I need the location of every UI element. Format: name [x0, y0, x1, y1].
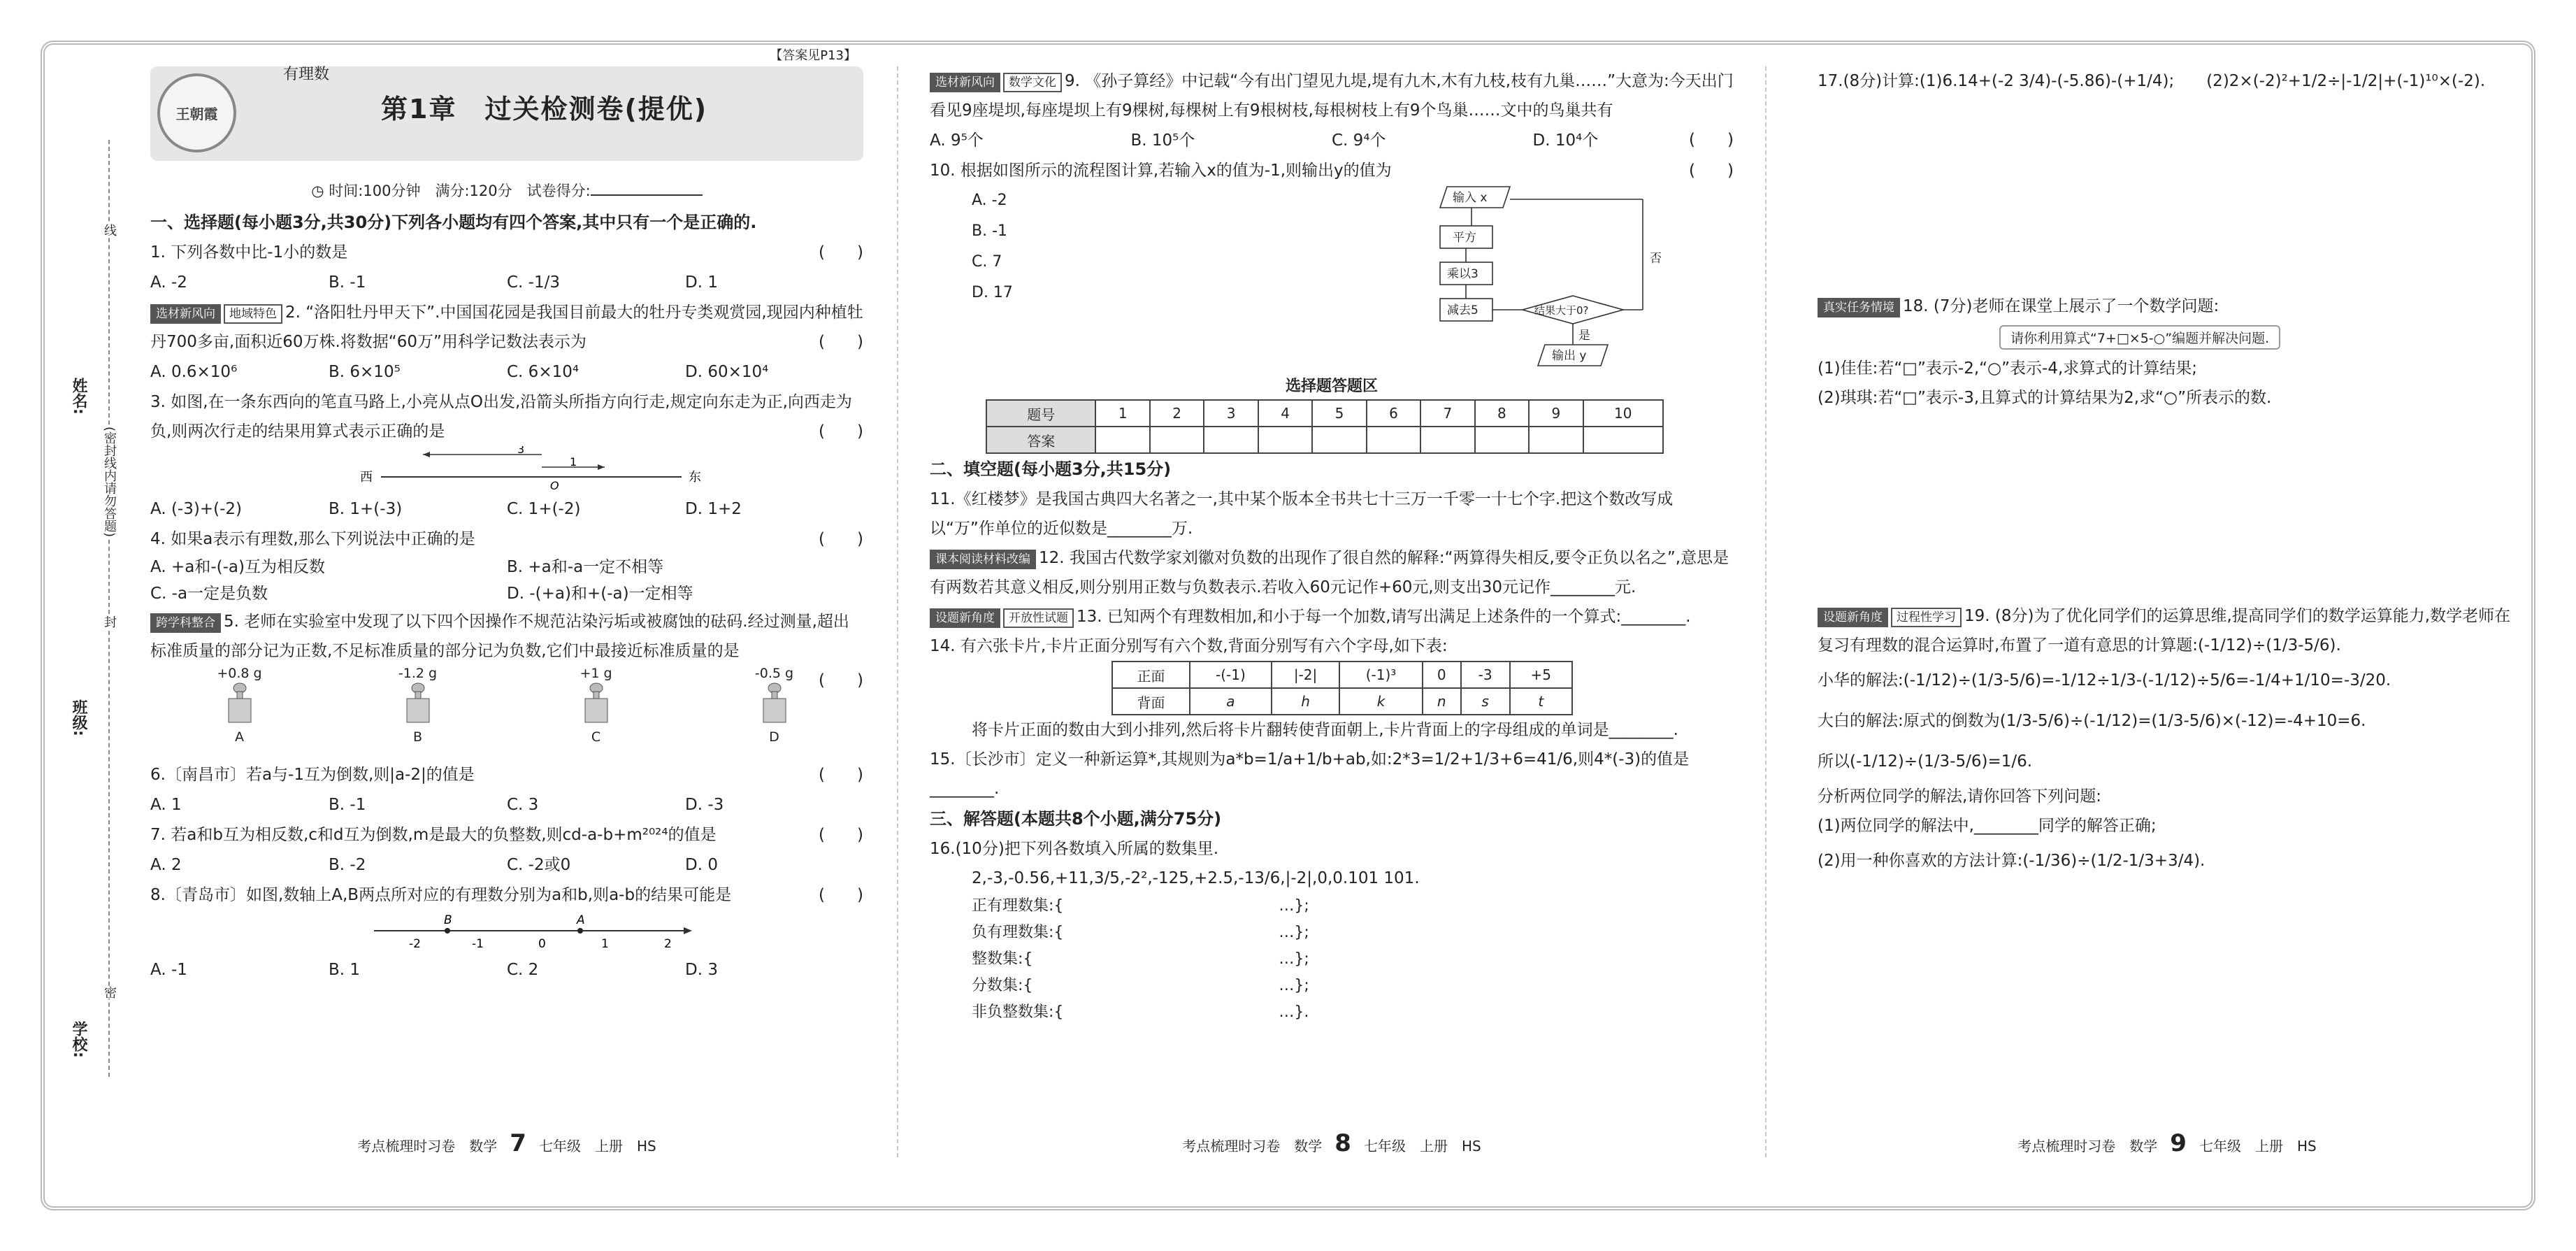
brand-logo	[157, 73, 236, 152]
card-back-value: h	[1272, 688, 1340, 715]
option[interactable]: D. 1+2	[685, 500, 742, 518]
page-divider	[1765, 66, 1766, 1157]
option[interactable]: D. 3	[685, 961, 718, 979]
point-a-label: A	[577, 913, 585, 927]
question-18	[1818, 292, 2517, 321]
option[interactable]: B. +a和-a一定不相等	[507, 558, 664, 576]
q18-box: 请你利用算式“7+□×5-○”编题并解决问题.	[1999, 325, 2280, 350]
tag: 课本阅读材料改编	[930, 550, 1036, 569]
tag: 开放性试题	[1003, 608, 1074, 628]
card-back-value: a	[1190, 688, 1272, 715]
option[interactable]: C. 3	[507, 796, 539, 814]
question-3	[150, 387, 863, 446]
weight-icon	[761, 681, 789, 726]
option[interactable]: D. -3	[685, 796, 724, 814]
q8-text: 8.〔青岛市〕如图,数轴上A,B两点所对应的有理数分别为a和b,则a-b的结果可能是	[150, 886, 732, 904]
flow-output: 输出 y	[1552, 349, 1587, 363]
option[interactable]: A. -1	[150, 961, 187, 979]
q3-options	[150, 494, 863, 524]
tag: 地域特色	[224, 304, 282, 324]
card-back-value: s	[1461, 688, 1510, 715]
row-header: 正面	[1112, 662, 1190, 688]
option[interactable]: A. -2	[972, 192, 1007, 209]
brand-text: 王朝霞	[175, 106, 218, 122]
q1-options	[150, 267, 863, 298]
weight-label: C	[591, 729, 601, 745]
q4-options	[150, 554, 863, 580]
answer-cell[interactable]	[1475, 427, 1529, 453]
question-number: 10	[1583, 400, 1663, 427]
answer-cell[interactable]	[1312, 427, 1366, 453]
weight-value: +1 g	[580, 666, 612, 681]
q16-numbers: 2,-3,-0.56,+11,3/5,-2²,-125,+2.5,-13/6,|-2|,0,0.101 101.	[972, 869, 1420, 887]
answer-paren[interactable]: ( )	[819, 530, 863, 548]
option[interactable]: B. 1	[329, 961, 361, 979]
school-label: 学校:	[70, 1021, 87, 1058]
page-8	[930, 66, 1734, 1171]
question-number: 5	[1312, 400, 1366, 427]
answer-paren[interactable]: ( )	[819, 826, 863, 844]
option[interactable]: B. -1	[329, 273, 366, 292]
question-11: 11.《红楼梦》是我国古典四大名著之一,其中某个版本全书共七十三万一千零一十七个字.把这个数改写成以“万”作单位的近似数是________万.	[930, 490, 1674, 538]
question-number: 9	[1529, 400, 1583, 427]
len-1: 1	[570, 455, 577, 469]
question-number: 6	[1367, 400, 1420, 427]
answer-table	[986, 399, 1664, 454]
answer-paren[interactable]: ( )	[819, 422, 863, 441]
set-line[interactable]: 非负整数集:{ …}.	[972, 1003, 1309, 1021]
q17-answer-space[interactable]	[1818, 96, 2517, 292]
weight-value: -1.2 g	[398, 666, 438, 681]
footer-left: 考点梳理时习卷 数学	[357, 1138, 498, 1155]
page-title: 第1章 过关检测卷(提优)	[381, 94, 708, 124]
option[interactable]: C. 7	[972, 253, 1002, 271]
q7-text: 7. 若a和b互为相反数,c和d互为倒数,m是最大的负整数,则cd-a-b+m²⁰²⁴的值是	[150, 826, 717, 844]
q4-options-2	[150, 580, 863, 607]
number-line	[150, 910, 863, 952]
question-10	[930, 156, 1734, 185]
question-number: 7	[1420, 400, 1474, 427]
q12-text: 12. 我国古代数学家刘徽对负数的出现作了很自然的解释:“两算得失相反,要令正负以名之”,意思是有两数若其意义相反,则分别用正数与负数表示.若收入60元记作+60元,则支出30元记作________元.	[930, 549, 1729, 596]
weight-value: -0.5 g	[754, 666, 794, 681]
point-a	[577, 928, 583, 934]
seal-line-char: 线	[100, 224, 118, 236]
len-3: 3	[517, 446, 525, 456]
card-front-value: |-2|	[1272, 662, 1340, 688]
answer-cell[interactable]	[1150, 427, 1204, 453]
name-label: 姓名:	[70, 378, 87, 415]
question-number: 1	[1095, 400, 1149, 427]
option[interactable]: C. 6×10⁴	[507, 363, 580, 381]
option[interactable]: C. 1+(-2)	[507, 500, 581, 518]
origin-label: O	[550, 479, 559, 491]
page-number: 9	[2170, 1129, 2187, 1157]
flow-yes: 是	[1578, 329, 1590, 343]
q10-options	[972, 185, 1013, 308]
option[interactable]: B. 1+(-3)	[329, 500, 403, 518]
q18-text: 18. (7分)老师在课堂上展示了一个数学问题:	[1903, 297, 2219, 315]
page-7	[150, 48, 863, 1171]
option[interactable]: D. -(+a)和+(-a)一定相等	[507, 585, 693, 603]
dabai-solution: 大白的解法:原式的倒数为(1/3-5/6)÷(-1/12)=(1/3-5/6)×(-12)=-4+10=6.	[1818, 712, 2366, 730]
q9-text: 9. 《孙子算经》中记载“今有出门望见九堤,堤有九木,木有九枝,枝有九巢……”大意为:今天出门看见9座堤坝,每座堤坝上有9棵树,每棵树上有9根树枝,每根树枝上有9个鸟巢……文中的鸟巢共有	[930, 72, 1734, 120]
option[interactable]: D. 0	[685, 856, 718, 874]
weight-icon	[582, 681, 610, 726]
q4-text: 4. 如果a表示有理数,那么下列说法中正确的是	[150, 530, 475, 548]
question-15: 15.〔长沙市〕定义一种新运算*,其规则为a*b=1/a+1/b+ab,如:2*3=1/2+1/3+6=41/6,则4*(-3)的值是________.	[930, 750, 1690, 798]
chapter-header	[150, 48, 863, 161]
page-number: 8	[1334, 1129, 1351, 1157]
set-line[interactable]: 负有理数集:{ …};	[972, 924, 1309, 941]
flow-no: 否	[1650, 252, 1662, 266]
card-back-value: k	[1339, 688, 1422, 715]
answer-cell[interactable]	[1367, 427, 1420, 453]
option[interactable]: D. 1	[685, 273, 718, 292]
q8-options	[150, 955, 863, 985]
option[interactable]: C. 2	[507, 961, 539, 979]
weight-label: B	[412, 729, 423, 745]
option[interactable]: B. -1	[329, 796, 366, 814]
question-7	[150, 820, 863, 850]
option[interactable]: C. 9⁴个	[1332, 131, 1386, 150]
footer-left: 考点梳理时习卷 数学	[1182, 1138, 1323, 1155]
weight-value: +0.8 g	[217, 666, 262, 681]
question-14: 14. 有六张卡片,卡片正面分别写有六个数,背面分别写有六个字母,如下表:	[930, 637, 1448, 655]
weights-figure	[150, 666, 863, 760]
footer-right: 七年级 上册 HS	[1363, 1138, 1481, 1155]
point-b-label: B	[444, 913, 452, 927]
question-number: 8	[1475, 400, 1529, 427]
question-12	[930, 543, 1734, 602]
option[interactable]: D. 60×10⁴	[685, 363, 769, 381]
question-14b: 将卡片正面的数由大到小排列,然后将卡片翻转使背面朝上,卡片背面上的字母组成的单词是________.	[972, 721, 1678, 739]
set-line[interactable]: 分数集:{ …};	[972, 977, 1309, 994]
q19-part2: (2)用一种你喜欢的方法计算:(-1/36)÷(1/2-1/3+3/4).	[1818, 852, 2206, 870]
page-number: 7	[510, 1129, 526, 1157]
seal-char: 封	[100, 615, 118, 628]
answer-paren[interactable]: ( )	[1689, 131, 1734, 149]
tag: 过程性学习	[1891, 608, 1962, 627]
tag: 选材新风向	[150, 304, 221, 324]
option[interactable]: B. 10⁵个	[1130, 131, 1195, 150]
exam-info	[150, 175, 863, 207]
q10-text: 10. 根据如图所示的流程图计算,若输入x的值为-1,则输出y的值为	[930, 162, 1392, 180]
xiaohua-solution: 小华的解法:(-1/12)÷(1/3-5/6)=-1/12÷1/3-(-1/12)÷5/6=-1/4+1/10=-3/20.	[1818, 671, 2391, 689]
page-footer	[930, 1129, 1734, 1157]
tick-label: -1	[472, 937, 484, 951]
q1-text: 1. 下列各数中比-1小的数是	[150, 243, 348, 262]
section-2-title: 二、填空题(每小题3分,共15分)	[930, 459, 1172, 479]
question-number: 3	[1204, 400, 1258, 427]
point-b	[445, 928, 450, 934]
answer-paren[interactable]: ( )	[819, 671, 863, 689]
tick-label: 2	[664, 937, 672, 951]
tag: 设题新角度	[1818, 608, 1888, 627]
q3-figure	[150, 446, 863, 491]
q10-body	[930, 185, 1734, 374]
answer-paren[interactable]: ( )	[819, 243, 863, 262]
card-back-value: n	[1423, 688, 1461, 715]
answer-cell[interactable]	[1583, 427, 1663, 453]
question-2	[150, 298, 863, 357]
answer-cell[interactable]	[1258, 427, 1312, 453]
cards-table	[1111, 661, 1573, 715]
question-4	[150, 524, 863, 554]
question-6	[150, 760, 863, 789]
q2-text: 2. “洛阳牡丹甲天下”.中国国花园是我国目前最大的牡丹专类观赏园,现园内种植牡丹700多亩,面积近60万株.将数据“60万”用科学记数法表示为	[150, 303, 863, 351]
answer-paren[interactable]: ( )	[819, 333, 863, 351]
answer-cell[interactable]	[1529, 427, 1583, 453]
section-1-title: 一、选择题(每小题3分,共30分)下列各小题均有四个答案,其中只有一个是正确的.	[150, 213, 757, 232]
option[interactable]: A. 0.6×10⁶	[150, 363, 238, 381]
weight-label: D	[769, 729, 779, 745]
answer-paren[interactable]: ( )	[819, 886, 863, 904]
set-line[interactable]: 整数集:{ …};	[972, 950, 1309, 968]
tick-label: 0	[538, 937, 546, 951]
q18-answer-space[interactable]	[1818, 413, 2517, 601]
page-divider	[897, 66, 898, 1157]
page-footer	[150, 1129, 863, 1157]
q6-text: 6.〔南昌市〕若a与-1互为倒数,则|a-2|的值是	[150, 766, 475, 784]
q19-text: 19. (8分)为了优化同学们的运算思维,提高同学们的数学运算能力,数学老师在复习有理数的混合运算时,布置了一道有意思的计算题:(-1/12)÷(1/3-5/6).	[1818, 607, 2511, 655]
section-3-title: 三、解答题(本题共8个小题,满分75分)	[930, 809, 1222, 829]
question-19	[1818, 601, 2517, 660]
tag: 选材新风向	[930, 73, 1000, 92]
clock-icon: ◷	[311, 183, 329, 199]
card-front-value: (-1)³	[1339, 662, 1422, 688]
q13-text: 13. 已知两个有理数相加,和小于每一个加数,请写出满足上述条件的一个算式:________.	[1077, 608, 1691, 626]
answer-area-title: 选择题答题区	[1285, 378, 1378, 395]
row-header: 背面	[1112, 688, 1190, 715]
page-footer	[1818, 1129, 2517, 1157]
question-8	[150, 880, 863, 910]
option[interactable]: B. 6×10⁵	[329, 363, 401, 381]
weight-icon	[226, 681, 254, 726]
flow-mul: 乘以3	[1447, 267, 1478, 281]
cut-line	[108, 140, 110, 1077]
flow-cond: 结果大于0?	[1534, 304, 1589, 317]
tick-label: -2	[409, 937, 421, 951]
weight-d	[685, 666, 863, 760]
option[interactable]: D. 17	[972, 284, 1013, 301]
card-back-value: t	[1510, 688, 1573, 715]
card-front-value: -3	[1461, 662, 1510, 688]
footer-left: 考点梳理时习卷 数学	[2017, 1138, 2158, 1155]
weight-c	[507, 666, 685, 760]
set-line[interactable]: 正有理数集:{ …};	[972, 897, 1309, 915]
tag: 数学文化	[1003, 73, 1062, 92]
mi-char: 密	[100, 986, 118, 999]
q2-options	[150, 357, 863, 387]
seal-note: (密封线内请勿答题)	[100, 427, 118, 537]
subject-label: 有理数	[283, 66, 330, 83]
tick-label: 1	[601, 937, 609, 951]
question-17: 17.(8分)计算:(1)6.14+(-2 3/4)-(-5.86)-(+1/4); (2)2×(-2)²+1/2÷|-1/2|+(-1)¹⁰×(-2).	[1818, 72, 2486, 90]
weight-b	[329, 666, 507, 760]
class-label: 班级:	[70, 699, 87, 736]
flowchart	[1433, 185, 1685, 374]
q19-part1: (1)两位同学的解法中,________同学的解答正确;	[1818, 817, 2157, 835]
q5-text: 5. 老师在实验室中发现了以下四个因操作不规范沾染污垢或被腐蚀的砝码.经过测量,超出标准质量的部分记为正数,不足标准质量的部分记为负数,它们中最接近标准质量的是	[150, 613, 849, 660]
footer-right: 七年级 上册 HS	[538, 1138, 656, 1155]
flow-square: 平方	[1453, 231, 1476, 245]
card-front-value: -(-1)	[1190, 662, 1272, 688]
answer-paren[interactable]: ( )	[819, 766, 863, 784]
flow-input: 输入 x	[1453, 191, 1488, 205]
q6-options	[150, 789, 863, 820]
row-header: 答案	[986, 427, 1095, 453]
q3-text: 3. 如图,在一条东西向的笔直马路上,小亮从点O出发,沿箭头所指方向行走,规定向东走为正,向西走为负,则两次行走的结果用算式表示正确的是	[150, 393, 852, 441]
answer-ref: 【答案见P13】	[770, 48, 856, 63]
question-13	[930, 602, 1734, 631]
option[interactable]: A. 1	[150, 796, 182, 814]
question-1	[150, 238, 863, 267]
tag: 真实任务情境	[1818, 298, 1900, 317]
weight-label: A	[235, 729, 244, 745]
answer-cell[interactable]	[1204, 427, 1258, 453]
question-number: 4	[1258, 400, 1312, 427]
option[interactable]: A. +a和-(-a)互为相反数	[150, 558, 325, 576]
flow-sub: 减去5	[1447, 303, 1478, 317]
option[interactable]: A. -2	[150, 273, 187, 292]
card-front-value: 0	[1423, 662, 1461, 688]
option[interactable]: B. -1	[972, 222, 1008, 240]
option[interactable]: C. -2或0	[507, 856, 571, 874]
binding-strip	[66, 140, 115, 1084]
q18-part1: (1)佳佳:若“□”表示-2,“○”表示-4,求算式的计算结果;	[1818, 359, 2198, 378]
answer-paren[interactable]: ( )	[1689, 162, 1734, 180]
row-header: 题号	[986, 400, 1095, 427]
east-label: 东	[689, 470, 701, 485]
tag: 设题新角度	[930, 608, 1000, 628]
weight-icon	[404, 681, 432, 726]
option[interactable]: D. 10⁴个	[1532, 131, 1599, 150]
option[interactable]: A. (-3)+(-2)	[150, 500, 242, 518]
card-front-value: +5	[1510, 662, 1573, 688]
question-16: 16.(10分)把下列各数填入所属的数集里.	[930, 840, 1219, 858]
conclusion: 所以(-1/12)÷(1/3-5/6)=1/6.	[1818, 752, 2033, 771]
tag: 跨学科整合	[150, 613, 221, 633]
score-blank[interactable]	[591, 194, 703, 196]
time-info: 时间:100分钟 满分:120分 试卷得分:	[329, 183, 591, 199]
weight-a	[150, 666, 329, 760]
q19-ask: 分析两位同学的解法,请你回答下列问题:	[1818, 787, 2102, 806]
option[interactable]: C. -a一定是负数	[150, 585, 268, 603]
option[interactable]: A. 9⁵个	[930, 131, 984, 150]
option[interactable]: A. 2	[150, 856, 182, 874]
question-number: 2	[1150, 400, 1204, 427]
answer-cell[interactable]	[1095, 427, 1149, 453]
west-label: 西	[360, 470, 373, 485]
answer-cell[interactable]	[1420, 427, 1474, 453]
page-9	[1818, 66, 2517, 1171]
option[interactable]: B. -2	[329, 856, 366, 874]
q16-sets	[930, 893, 1734, 1026]
option[interactable]: C. -1/3	[507, 273, 560, 292]
q18-part2: (2)琪琪:若“□”表示-3,且算式的计算结果为2,求“○”所表示的数.	[1818, 389, 2272, 407]
q9-options	[930, 125, 1734, 156]
footer-right: 七年级 上册 HS	[2199, 1138, 2317, 1155]
q7-options	[150, 850, 863, 880]
